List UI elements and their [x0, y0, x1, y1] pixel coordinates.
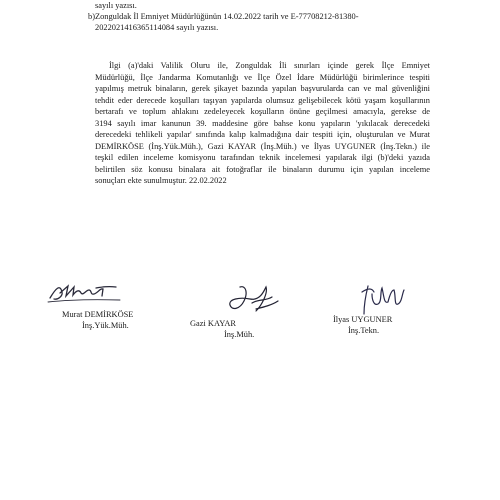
body-line: bertarafı ve toplum ahlakını zedeleyecek koşulların önüne geçilmesi amacıyla, gerekse de [95, 107, 430, 116]
signatory-name: Murat DEMİRKÖSE [62, 310, 134, 319]
signatory-title: İnş.Müh. [224, 330, 255, 339]
body-line: teşkil edilen inceleme komisyonu tarafından teknik incelemesi yapılarak ilgi (b)'deki yazıda [95, 153, 430, 162]
body-line: derecedeki tehlikeli yapılar' sınıfında kalıp kalmadığına dair tespiti için, oluşturulan ve Murat [95, 130, 430, 139]
body-line: belirtilen söz konusu binalara ait fotoğraflar ile binaların durumu için yapılan inceleme [95, 164, 430, 174]
body-line: sonuçları ekte sunulmuştur. 22.02.2022 [95, 176, 227, 185]
signatory-title: İnş.Yük.Müh. [82, 321, 129, 330]
signatory-name: Gazi KAYAR [190, 319, 236, 328]
signatory-1 [62, 309, 133, 331]
signature-murat-demirkose [46, 280, 126, 306]
signatory-2 [190, 318, 254, 340]
signatory-name: İlyas UYGUNER [333, 315, 393, 324]
signature-gazi-kayar [226, 283, 282, 319]
body-line: İlgi (a)'daki Valilik Oluru ile, Zonguldak İli sınırları içinde gerek İlçe Emniyet [109, 61, 430, 70]
body-line: Müdürlüğü, İlçe Jandarma Komutanlığı ve İlçe Özel İdare Müdürlüğü birimlerince tespiti [95, 72, 430, 82]
body-paragraph [95, 60, 430, 187]
body-line: yapılmış metruk binaların, gerek şikayet bazında yapılan başvurularda can ve mal güvenliğini [95, 84, 430, 93]
body-line: tehdit eder derecede koşulları taşıyan yapılarda olumsuz gelişebilecek kötü yaşam koşullarının [95, 95, 430, 105]
reference-b-continuation: 2022021416365114084 sayılı yazısı. [95, 23, 219, 32]
signature-ilyas-uyguner [358, 282, 408, 318]
body-line: 3194 sayılı imar kanunun 39. maddesine göre bahse konu yapıların 'yıkılacak derecedeki [95, 118, 430, 128]
body-line: DEMİRKÖSE (İnş.Yük.Müh.), Gazi KAYAR (İnş.Müh.) ve İlyas UYGUNER (İnş.Tekn.) ile [95, 141, 430, 151]
reference-b: b)Zonguldak İl Emniyet Müdürlüğünün 14.02.2022 tarih ve E-77708212-81380- [88, 12, 359, 21]
signatory-3 [333, 314, 392, 336]
signatory-title: İnş.Tekn. [348, 326, 380, 335]
reference-a-continuation: sayılı yazısı. [95, 1, 137, 10]
